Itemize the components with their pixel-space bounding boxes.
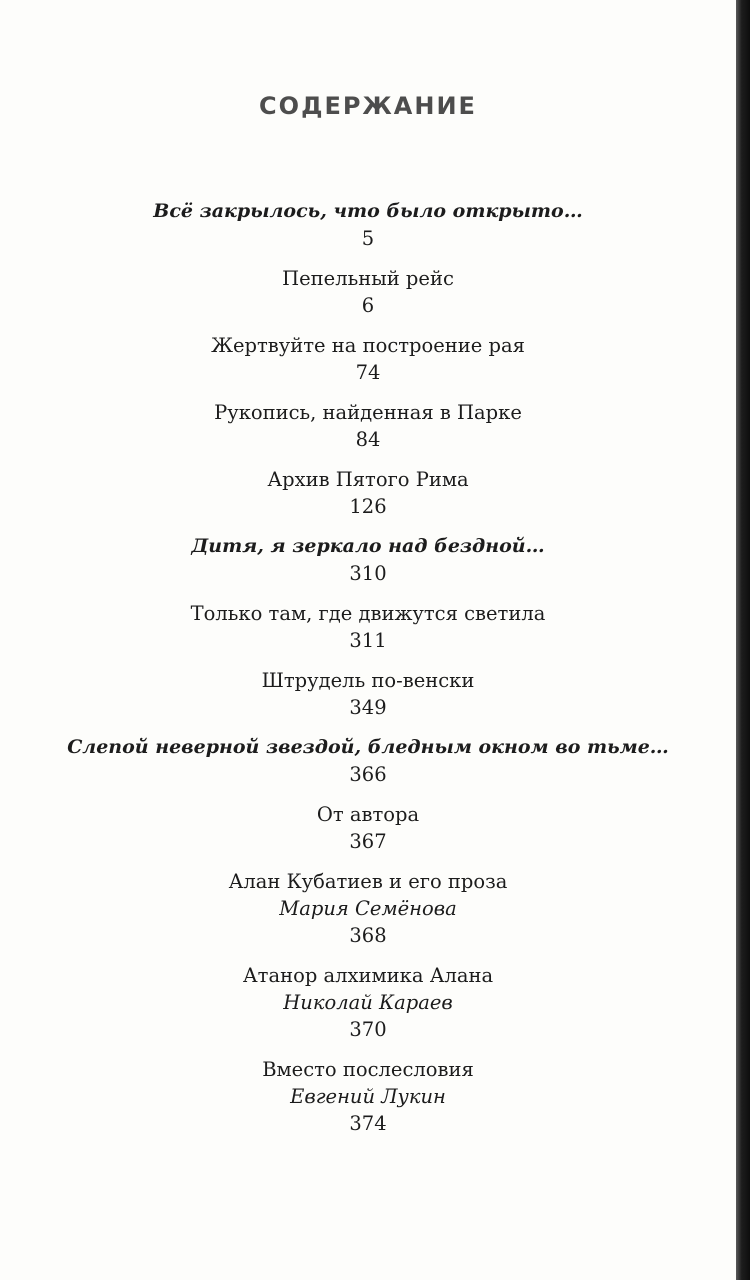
toc-entry-page: 366 <box>349 763 387 786</box>
toc-entry <box>0 198 736 252</box>
toc-entry-author: Николай Караев <box>283 991 453 1014</box>
toc-entry-title: Слепой неверной звездой, бледным окном во тьме… <box>67 736 669 758</box>
toc-entry-title: Атанор алхимика Алана <box>242 964 494 987</box>
contents-heading: СОДЕРЖАНИЕ <box>259 92 477 120</box>
toc-entry-title: Рукопись, найденная в Парке <box>214 401 522 424</box>
toc-entry <box>0 332 736 386</box>
toc-entry <box>0 962 736 1043</box>
toc-entry-page: 74 <box>355 361 381 384</box>
page-edge-shadow <box>736 0 750 1280</box>
toc-entry-title: Только там, где движутся светила <box>190 602 546 625</box>
toc-entry-page: 311 <box>349 629 387 652</box>
toc-entry-page: 84 <box>355 428 381 451</box>
toc-entry <box>0 265 736 319</box>
toc-entry-title: Пепельный рейс <box>282 267 454 290</box>
toc-entry-page: 368 <box>349 924 387 947</box>
toc-entry-title: Дитя, я зеркало над бездной… <box>191 535 545 557</box>
toc-entry-title: Вместо послесловия <box>262 1058 474 1081</box>
toc-entry-title: Штрудель по-венски <box>261 669 475 692</box>
toc-entry-author: Мария Семёнова <box>279 897 457 920</box>
toc-entry-page: 370 <box>349 1018 387 1041</box>
toc-entry <box>0 466 736 520</box>
toc-entry-page: 367 <box>349 830 387 853</box>
toc-entry <box>0 667 736 721</box>
toc-entry <box>0 1056 736 1137</box>
toc-entry <box>0 734 736 788</box>
toc-entry-title: Всё закрылось, что было открыто… <box>153 200 583 222</box>
toc-entry-page: 310 <box>349 562 387 585</box>
toc-entry-page: 374 <box>349 1112 387 1135</box>
toc-entry-title: Жертвуйте на построение рая <box>211 334 525 357</box>
toc-entry <box>0 399 736 453</box>
toc-entry-page: 5 <box>361 227 375 250</box>
toc-entry-page: 349 <box>349 696 387 719</box>
toc-entry-title: Алан Кубатиев и его проза <box>228 870 508 893</box>
table-of-contents <box>0 198 736 1150</box>
toc-entry-page: 126 <box>349 495 387 518</box>
toc-entry <box>0 868 736 949</box>
toc-entry-author: Евгений Лукин <box>290 1085 446 1108</box>
toc-entry-title: Архив Пятого Рима <box>267 468 469 491</box>
toc-entry-page: 6 <box>361 294 375 317</box>
toc-entry <box>0 600 736 654</box>
toc-entry <box>0 801 736 855</box>
toc-entry-title: От автора <box>316 803 420 826</box>
toc-entry <box>0 533 736 587</box>
